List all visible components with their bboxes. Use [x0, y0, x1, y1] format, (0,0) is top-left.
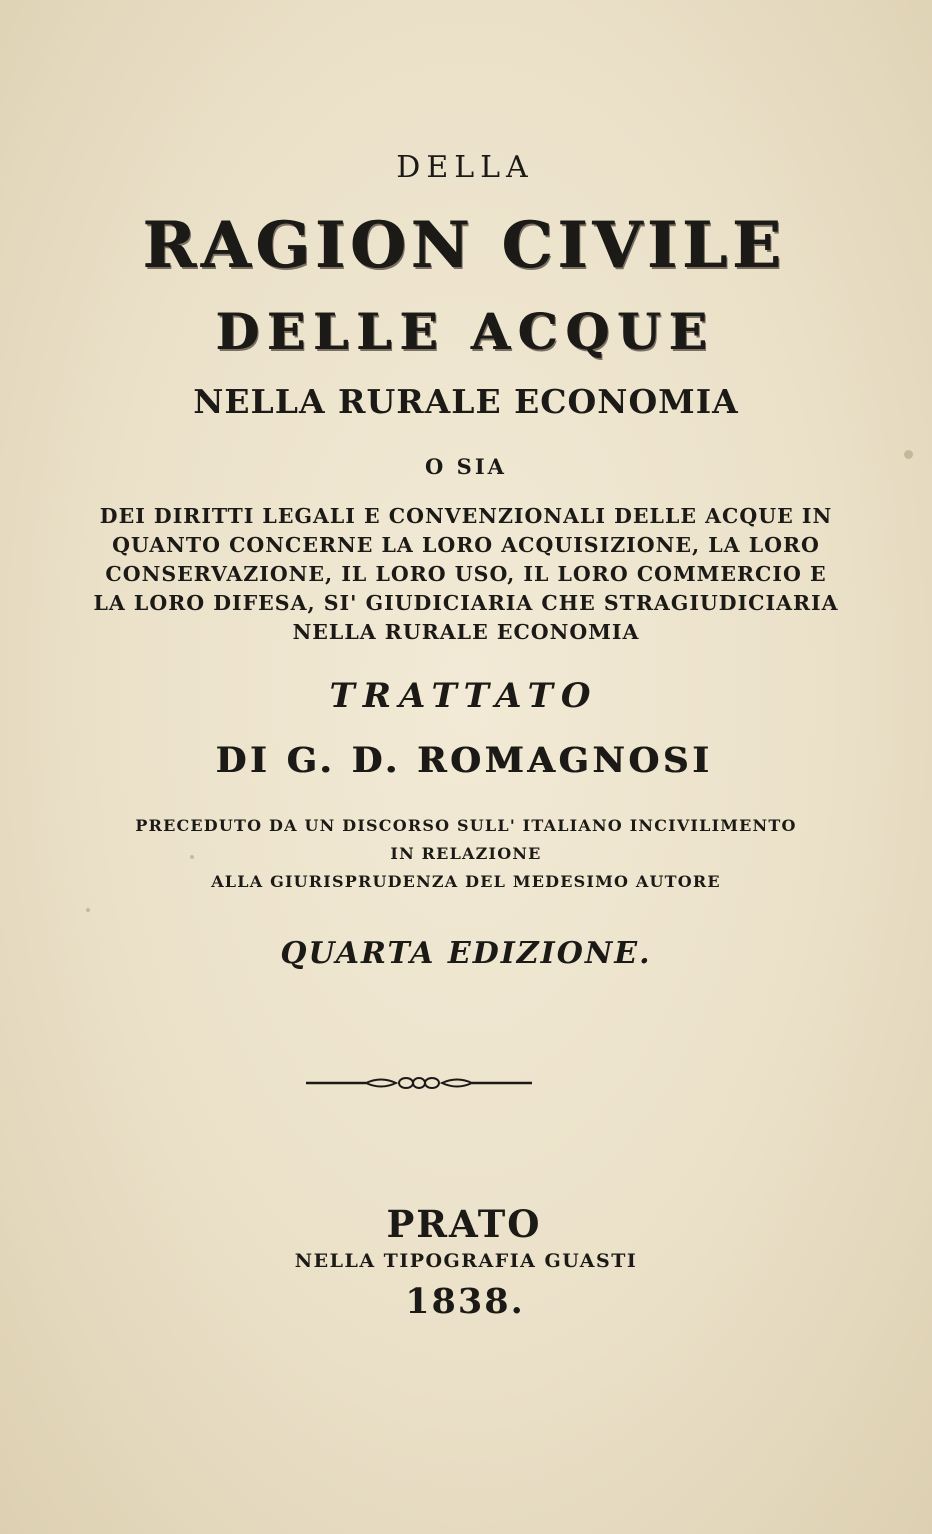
description-line: LA LORO DIFESA, SI' GIUDICIARIA CHE STRAGIUDICIARIA — [93, 591, 839, 615]
title-subtitle: DELLE ACQUE — [215, 302, 715, 361]
imprint-year: 1838. — [405, 1281, 525, 1322]
preface-line: PRECEDUTO DA UN DISCORSO SULL' ITALIANO INCIVILIMENTO — [135, 816, 797, 835]
ornament-rule-icon — [306, 1074, 532, 1092]
description-line: DEI DIRITTI LEGALI E CONVENZIONALI DELLE ACQUE IN — [99, 504, 833, 528]
title-della: DELLA — [396, 150, 534, 185]
o-sia-connector: O SIA — [425, 454, 507, 479]
description-line: CONSERVAZIONE, IL LORO USO, IL LORO COMMERCIO E — [105, 562, 827, 586]
edition-line: QUARTA EDIZIONE. — [280, 936, 652, 971]
preface-line: IN RELAZIONE — [390, 844, 542, 863]
title-main: RAGION CIVILE — [142, 208, 786, 283]
description-block — [0, 502, 932, 647]
description-line: QUANTO CONCERNE LA LORO ACQUISIZIONE, LA LORO — [112, 533, 820, 557]
preface-line: ALLA GIURISPRUDENZA DEL MEDESIMO AUTORE — [211, 872, 721, 891]
paper-spot — [86, 908, 90, 912]
description-line: NELLA RURALE ECONOMIA — [292, 620, 640, 644]
imprint-place: PRATO — [386, 1202, 542, 1246]
author-line: DI G. D. ROMAGNOSI — [215, 740, 713, 781]
preface-block — [0, 812, 932, 896]
trattato-label: TRATTATO — [329, 676, 599, 716]
imprint-printer: NELLA TIPOGRAFIA GUASTI — [294, 1250, 638, 1272]
title-rural-economy: NELLA RURALE ECONOMIA — [193, 382, 739, 421]
